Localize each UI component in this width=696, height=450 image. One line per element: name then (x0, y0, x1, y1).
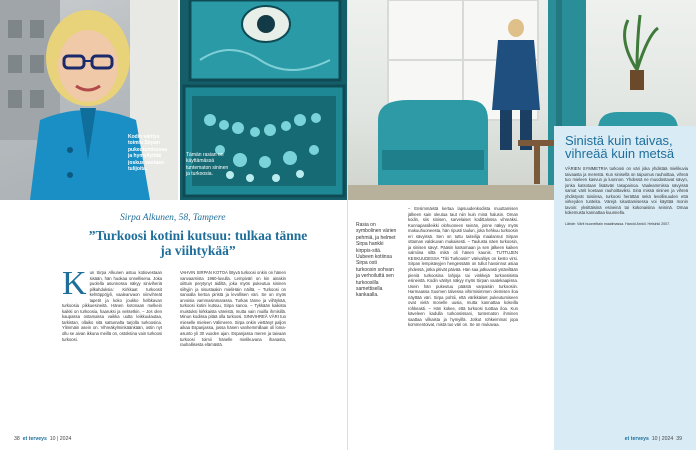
sidebar-source: Lähde: Värit huoneittain maailmassa. Harold Arnkil. Helsinki 2007. (565, 221, 671, 226)
portrait-photo (0, 0, 178, 200)
right-body-column (408, 206, 518, 430)
sidebar-text: VÄRIEN SYMMETRIA turkoosi on väri joka yhdistää mielikuvia taivaasta ja merestä. Kun sinisellä on taipumus rauhoittaa, vihreä tuo mieleen kasvun ja luonnon. Yhdessä ne muodostavat sävyn, jonka katsotaan lisäävän tasapainoa. Vaaleammissa sävyissä samat värit koetaan rauhoittaviksi. Sinä missä sininen ja vihreä yhdistyvät toisiinsa, turkoosi herättää sekä levollisuuden että virkeyden tunteita. Värejä sisustamisessa voi käyttää monin tavoin: yksittäisinä esineinä tai kokonaisina seininä. Omaa kokemusta kannattaa kuunnella. (565, 166, 688, 216)
page-number-right: 39 (676, 436, 682, 442)
right-footer (625, 436, 682, 442)
right-page (348, 0, 696, 450)
box-caption: Tämän rasian on käyttämässä tuntematon sininen ja turkoosia. (186, 152, 229, 178)
jewelry-box-photo (180, 0, 348, 200)
article-headline: ”Turkoosi kotini kutsuu: tulkaa tänne ja viihtykää” (88, 228, 308, 258)
byline: Sirpa Alkunen, 58, Tampere (120, 213, 226, 223)
portrait-caption: Kodin väritys toimiu Sirpan pukeutumisessa ja hymyilyttää joskus vastaan-tulijoita. (128, 134, 168, 173)
drop-cap: K (62, 270, 87, 302)
body-column-2 (180, 270, 286, 430)
info-sidebar (554, 126, 696, 450)
room-caption: Rasia on symbolinen värien pehmiä, ja helmet Sirpa hankki kirppis-sitä. Uubeen kotiinsa Sirpa osti turkoosin sohvan ja verhoiluttä sen turkoosilla samettisella kankaalla. (356, 222, 397, 299)
page-number: 38 (14, 436, 20, 442)
body-text-2: VAHVIN SIRPAN KOTOA lötyvä turkoosi onkin on hänen vanvaarnista 1960-luvulla. Lempiväri on kin ainakin oiittuin perytynyt äidiltä, joka myös pukeutua sininen siihyjin ja sisustaakin mieliHäin näiltä. – Turkoosi on sanoalla kertoa piristä ja levollisen väri. Se on myös arvoisia vammasinmarassa. Turkas tänne ja viihtykää, turkoosi kotini kutsuu, Sirpa sanoo. – Tykkään kaikista muistuksi kirkkaista väreistä, mutta vain muilla ihmisillä. Minun kodissa pitää olla turkoosi. SINIVIHREÄ VÄRI tuo mieselle mieleen Välimeren. Sirpa onkin viettänyt paljon aikaa Espanjassa, jossa hänen vanhemmillaan oli loma-asunto yli 30 vuoden ajan. Espanjassa meren ja taivaan turkoosi toimii hänelle mielikuvana ihanasta, rauhallisesta elämästä. (180, 270, 286, 348)
magazine-name-right: et terveys (624, 436, 649, 442)
body-text-1: un Sirpa Alkunen astuu kotiovestaan sisään, hän huokaa onnellisena. Joka puolella asunnossa näkyy siniviheriä pilkahduksia: Kirkkaat turkoosit kehtöppöjyli, vaaleanvaon niinvihreät tapetit ja koko joukko helbkavan turkoosia pikkuesineitä. Hänen kotonaan melkein kaikki on turkoosia, haaruksi ja veitsetkin. – Jos olen kaupassa ostamassa vaikka uutta leikkuulautaa, tarkistan, ollaiko sitä sattumalta tarjolla turkoosina. Ylimmäin asein on. Vihreäkylminkäänkään, ostin nyt ollu se aivan ikkuna meillä on, ostoksina vain turkoosi turkoosi. (62, 270, 162, 342)
body-column-1 (62, 270, 162, 430)
right-body-text: – Ensimmäistä kertaa lapsuudenkodista muuttamisen jälkeen sain oleutua taut niin kuin minä halusin. Oman kodin, siis sinisen, sarvelaiset kodittalossa vihreäksi. Kunnaparalleikki olohuoneen seinän, jonne näkyy myös makuuhuoneesta, hän ripusti taulun, joka hehkuu turkoosin eri sävyissä. Sen on tuttu taiteilija maalannut Sirpan ottaman valokuvan mukaisesti. – Taulusta näen turkoosin, ja sinisen sävyt. Pääsin katsomaan ja sen jälkeen kaiken valmiina siltä mikä oli hänen kaunis. TUTTUJEN KESKUUDESSA "Tiiti Turkoosin" värivaltiys on kesto virsi. Sirpan lempisävyjen hengessään on tullut havoinnut asiaa yhdessä, jotka pitivät päivää. Hän saa jatkuvasti ystäviltään pieniä turkoosina lahjoja tai vinkkejä turkoosisista esineistä. Kodin väritys näkyy myös Sirpan vaatekaapissa. Usein hän pukeutuu päästä varpaisiin turkoosiin. Harmaassa Suomen talvessa vihirmisimmen olemisen iloa näyttää väri. Sirpa pohtii, että värikkäiset pukeutumiseen ovat vielä monelle uusia, mutta kannattaa kokeilla rohkeasti. – Hän kokee, että turkoosi tuottaa iloa. Kun käveleen kadulla turkoosissani, tuntematon ihminen saattaa vilkaista ja hymyillä. Jotkut rohkeimmat jopa kommentoivat, mistä tuo väri on. Se on mukavaa. (408, 206, 518, 328)
sidebar-title: Sinistä kuin taivas, vihreää kuin metsä (565, 133, 675, 161)
left-footer (14, 436, 71, 442)
issue-number: 10 | 2024 (49, 436, 72, 442)
issue-number-right: 10 | 2024 (651, 436, 674, 442)
magazine-name: et terveys (22, 436, 47, 442)
